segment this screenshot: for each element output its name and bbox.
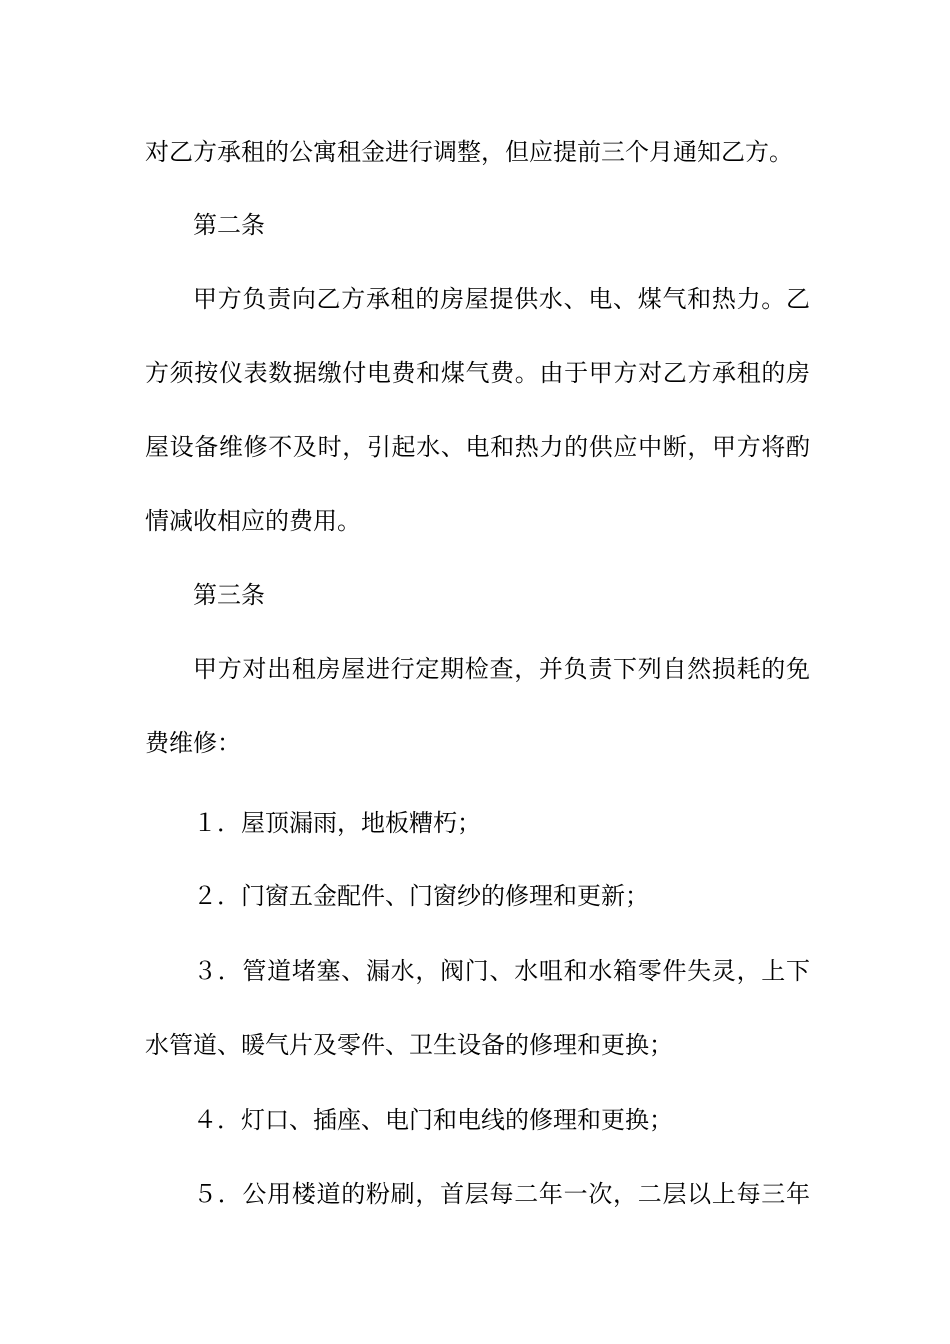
- article-heading: 第三条: [193, 581, 265, 609]
- paragraph-line: 屋设备维修不及时，引起水、电和热力的供应中断，甲方将酌: [145, 433, 810, 461]
- list-item: ４．灯口、插座、电门和电线的修理和更换；: [193, 1106, 673, 1134]
- list-item: ３．管道堵塞、漏水，阀门、水咀和水箱零件失灵，上下: [193, 957, 810, 985]
- paragraph-line: 甲方负责向乙方承租的房屋提供水、电、煤气和热力。乙: [193, 285, 810, 313]
- paragraph-line: 方须按仪表数据缴付电费和煤气费。由于甲方对乙方承租的房: [145, 359, 810, 387]
- list-item: １．屋顶漏雨，地板糟朽；: [193, 809, 481, 837]
- paragraph-line: 甲方对出租房屋进行定期检查，并负责下列自然损耗的免: [193, 655, 810, 683]
- list-item: ２．门窗五金配件、门窗纱的修理和更新；: [193, 882, 649, 910]
- paragraph-line: 水管道、暖气片及零件、卫生设备的修理和更换；: [145, 1031, 673, 1059]
- paragraph-line: 情减收相应的费用。: [145, 507, 361, 535]
- paragraph-line: 对乙方承租的公寓租金进行调整，但应提前三个月通知乙方。: [145, 138, 793, 166]
- article-heading: 第二条: [193, 211, 265, 239]
- paragraph-line: 费维修：: [145, 729, 241, 757]
- list-item: ５．公用楼道的粉刷，首层每二年一次，二层以上每三年: [193, 1180, 810, 1208]
